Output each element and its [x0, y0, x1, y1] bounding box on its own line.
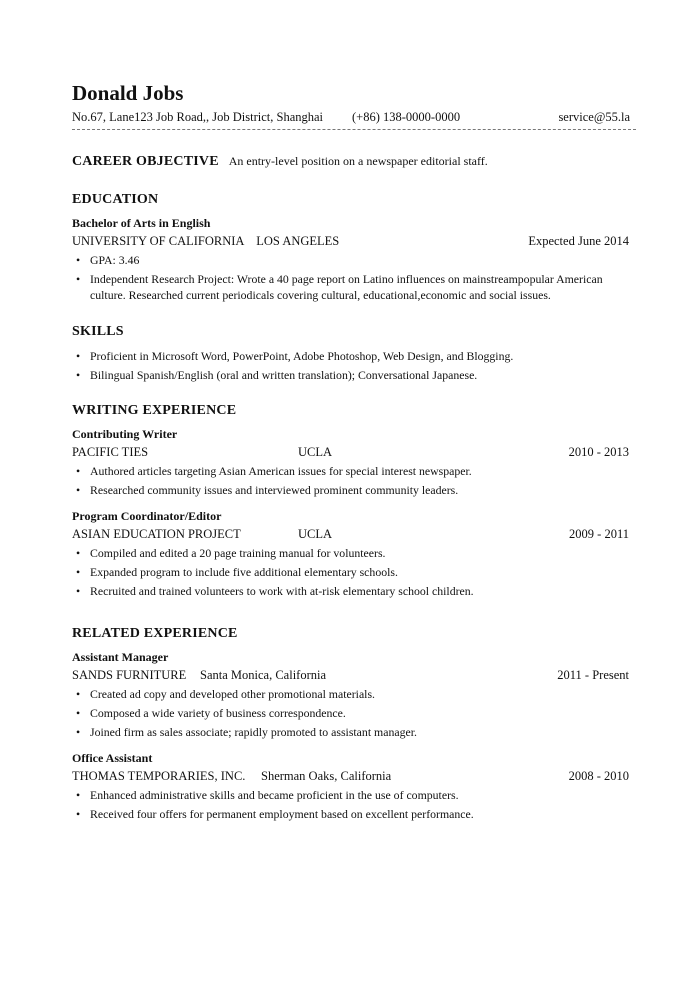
list-item: • Bilingual Spanish/English (oral and written translation); Conversational Japanese.: [76, 368, 478, 382]
job-org: ASIAN EDUCATION PROJECT: [72, 527, 241, 541]
section-heading-related: RELATED EXPERIENCE: [72, 626, 238, 641]
list-item: • Received four offers for permanent employment based on excellent performance.: [76, 807, 474, 821]
resume-page: [72, 0, 629, 990]
section-heading-writing: WRITING EXPERIENCE: [72, 403, 237, 418]
job-title: Assistant Manager: [72, 650, 169, 664]
header-divider: [72, 129, 636, 130]
job-dates: 2009 - 2011: [569, 527, 629, 541]
job-location: UCLA: [298, 445, 333, 459]
list-item: • Joined firm as sales associate; rapidly promoted to assistant manager.: [76, 725, 417, 739]
contact-line: [72, 108, 630, 126]
objective-text: An entry-level position on a newspaper editorial staff.: [228, 154, 488, 168]
job-org: THOMAS TEMPORARIES, INC.: [72, 769, 246, 783]
job-location: Sherman Oaks, California: [261, 769, 392, 783]
degree-title: Bachelor of Arts in English: [72, 216, 211, 230]
job-bullets: [72, 462, 629, 500]
list-item: • Authored articles targeting Asian American issues for special interest newspaper.: [76, 464, 472, 478]
list-item: • Composed a wide variety of business correspondence.: [76, 706, 346, 720]
job-location: UCLA: [298, 527, 333, 541]
job-dates: 2008 - 2010: [568, 769, 629, 783]
list-item: • Proficient in Microsoft Word, PowerPoint, Adobe Photoshop, Web Design, and Blogging.: [76, 349, 514, 363]
list-item: • GPA: 3.46: [76, 253, 140, 267]
job-row: [72, 767, 629, 786]
list-item: • Recruited and trained volunteers to work with at-risk elementary school children.: [76, 584, 474, 598]
education-bullets: [72, 251, 629, 303]
job-row: [72, 443, 629, 462]
job-bullets: [72, 544, 629, 601]
section-heading-education: EDUCATION: [72, 192, 159, 207]
job-dates: 2010 - 2013: [568, 445, 629, 459]
contact-address: No.67, Lane123 Job Road,, Job District, Shanghai: [72, 110, 324, 124]
skills-bullets: [72, 347, 629, 385]
school-name: UNIVERSITY OF CALIFORNIA LOS ANGELES: [72, 234, 340, 248]
job-title: Program Coordinator/Editor: [72, 509, 222, 523]
job-org: SANDS FURNITURE: [72, 668, 187, 682]
job-bullets: [72, 786, 629, 824]
list-item: • Compiled and edited a 20 page training manual for volunteers.: [76, 546, 386, 560]
job-dates: 2011 - Present: [557, 668, 629, 682]
section-education: [72, 191, 629, 303]
job-row: [72, 525, 629, 544]
section-related-experience: [72, 625, 629, 824]
job-location: Santa Monica, California: [200, 668, 327, 682]
graduation-date: Expected June 2014: [528, 234, 629, 248]
list-item: • Created ad copy and developed other promotional materials.: [76, 687, 375, 701]
job-bullets: [72, 685, 629, 742]
list-item: • Enhanced administrative skills and became proficient in the use of computers.: [76, 788, 459, 802]
section-writing-experience: [72, 402, 629, 601]
list-item: • Researched community issues and interviewed prominent community leaders.: [76, 483, 459, 497]
section-heading-objective: CAREER OBJECTIVE: [72, 154, 219, 169]
list-item: • Expanded program to include five additional elementary schools.: [76, 565, 398, 579]
career-objective: [72, 151, 488, 171]
job-title: Contributing Writer: [72, 427, 178, 441]
section-heading-skills: SKILLS: [72, 324, 124, 339]
school-row: [72, 232, 629, 251]
job-title: Office Assistant: [72, 751, 153, 765]
job-org: PACIFIC TIES: [72, 445, 149, 459]
candidate-name: Donald Jobs: [72, 81, 184, 105]
contact-phone: (+86) 138-0000-0000: [352, 110, 461, 124]
job-row: [72, 666, 629, 685]
list-item: • Independent Research Project: Wrote a 40 page report on Latino influences on mainstreampopular American culture. Researched current periodicals covering cultural, educational,economic and social issues.: [76, 272, 603, 302]
section-skills: [72, 323, 629, 385]
contact-email: service@55.la: [558, 110, 630, 124]
